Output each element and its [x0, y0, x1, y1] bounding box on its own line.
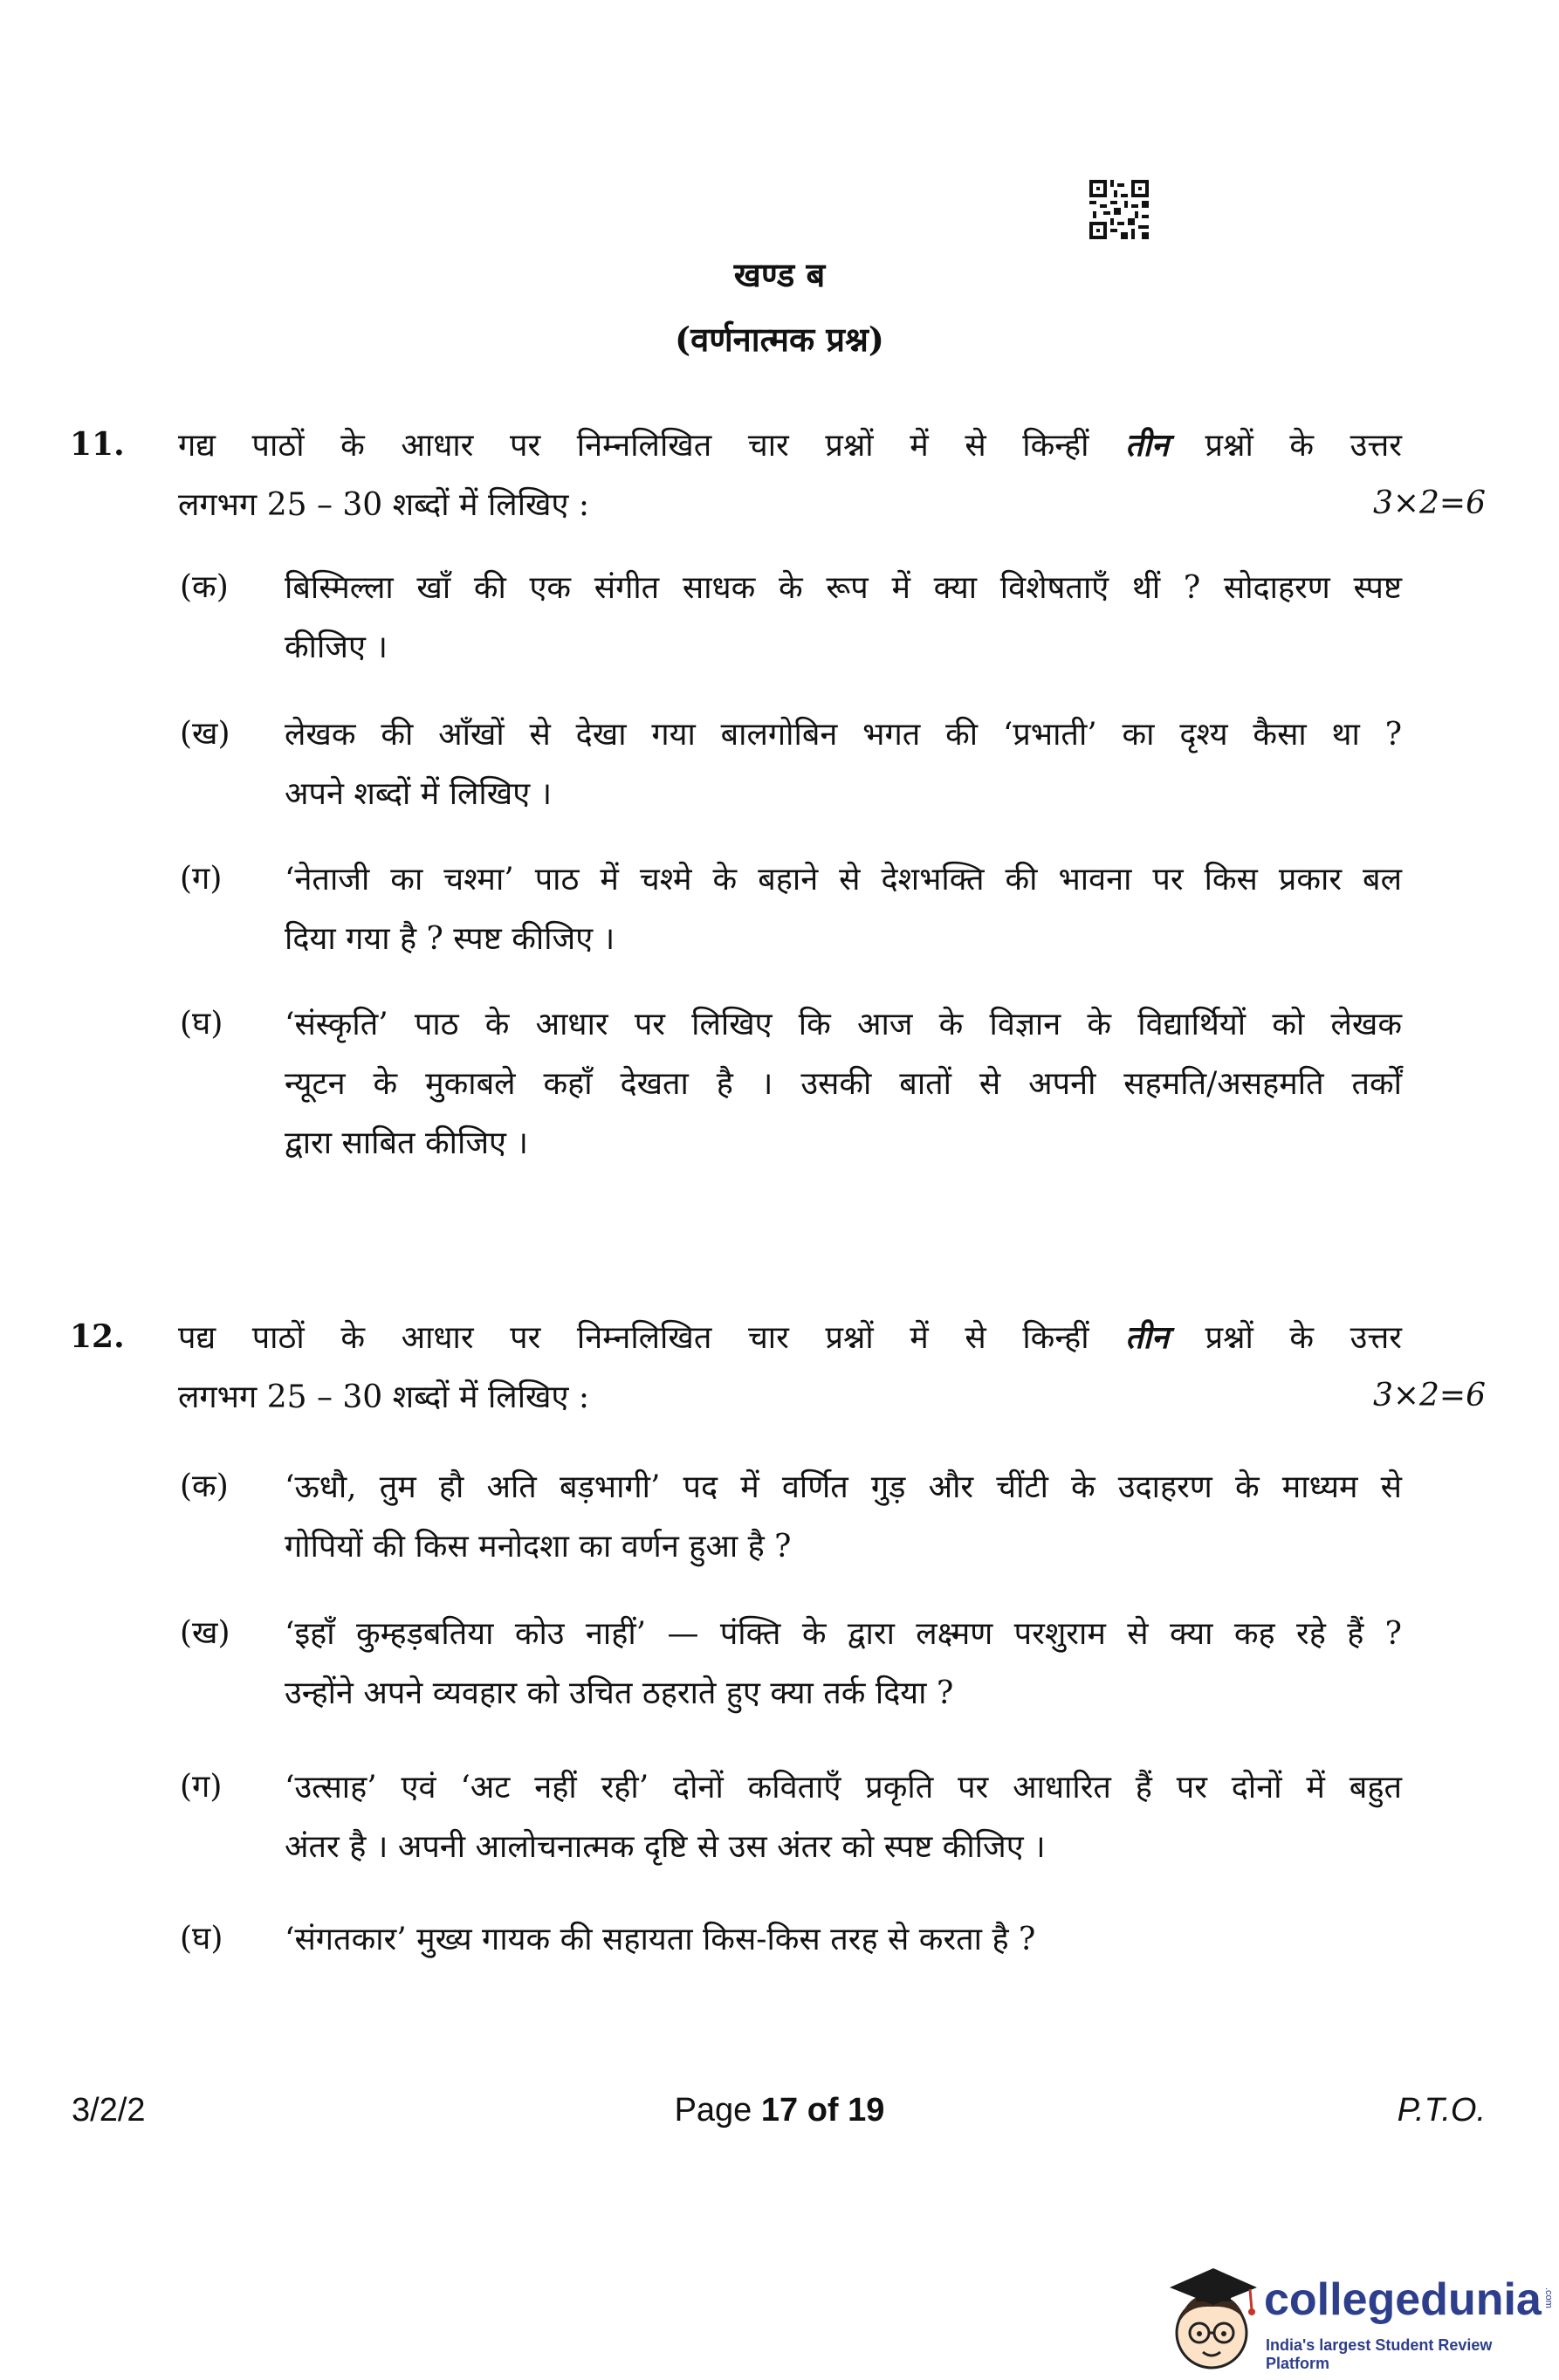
emphasis-word: तीन: [1125, 1319, 1169, 1356]
sub-label: (क): [180, 1469, 229, 1504]
question-prompt-line1: गद्य पाठों के आधार पर निम्नलिखित चार प्रश्नों में से किन्हीं तीन प्रश्नों के उत्तर: [178, 427, 1402, 464]
marks: 3×2=6: [1372, 1378, 1486, 1414]
question-prompt-line2: लगभग 25 – 30 शब्दों में लिखिए :: [178, 1379, 589, 1415]
marks: 3×2=6: [1372, 485, 1486, 521]
logo-domain: .com: [1543, 2287, 1554, 2308]
mascot-icon: [1161, 2253, 1262, 2380]
question-prompt-line1: पद्य पाठों के आधार पर निम्नलिखित चार प्रश्नों में से किन्हीं तीन प्रश्नों के उत्तर: [178, 1319, 1403, 1356]
sub-label: (ग): [180, 861, 223, 897]
question-number: 12.: [70, 1318, 125, 1355]
logo-wordmark: collegedunia: [1264, 2274, 1542, 2325]
section-subtitle: (वर्णनात्मक प्रश्न): [675, 320, 884, 359]
question-prompt-line2: लगभग 25 – 30 शब्दों में लिखिए :: [178, 487, 589, 523]
question-number: 11.: [70, 426, 125, 463]
emphasis-word: तीन: [1125, 427, 1169, 464]
logo-tagline: India's largest Student Review Platform: [1266, 2336, 1493, 2372]
sub-label: (ख): [180, 1615, 230, 1651]
sub-label: (घ): [180, 1006, 223, 1042]
sub-label: (ख): [180, 716, 230, 752]
section-title: खण्ड ब: [733, 255, 826, 294]
collegedunia-logo: [1161, 2253, 1559, 2380]
sub-label: (क): [180, 569, 229, 605]
pto-label: P.T.O.: [1397, 2092, 1486, 2129]
sub-label: (घ): [180, 1921, 223, 1957]
total-pages: 19: [848, 2092, 885, 2129]
sub-label: (ग): [180, 1769, 223, 1805]
current-page: 17: [760, 2092, 799, 2129]
page-indicator: Page 17 of 19: [674, 2092, 885, 2129]
paper-code: 3/2/2: [72, 2092, 146, 2129]
qr-code-icon: [1089, 180, 1149, 239]
